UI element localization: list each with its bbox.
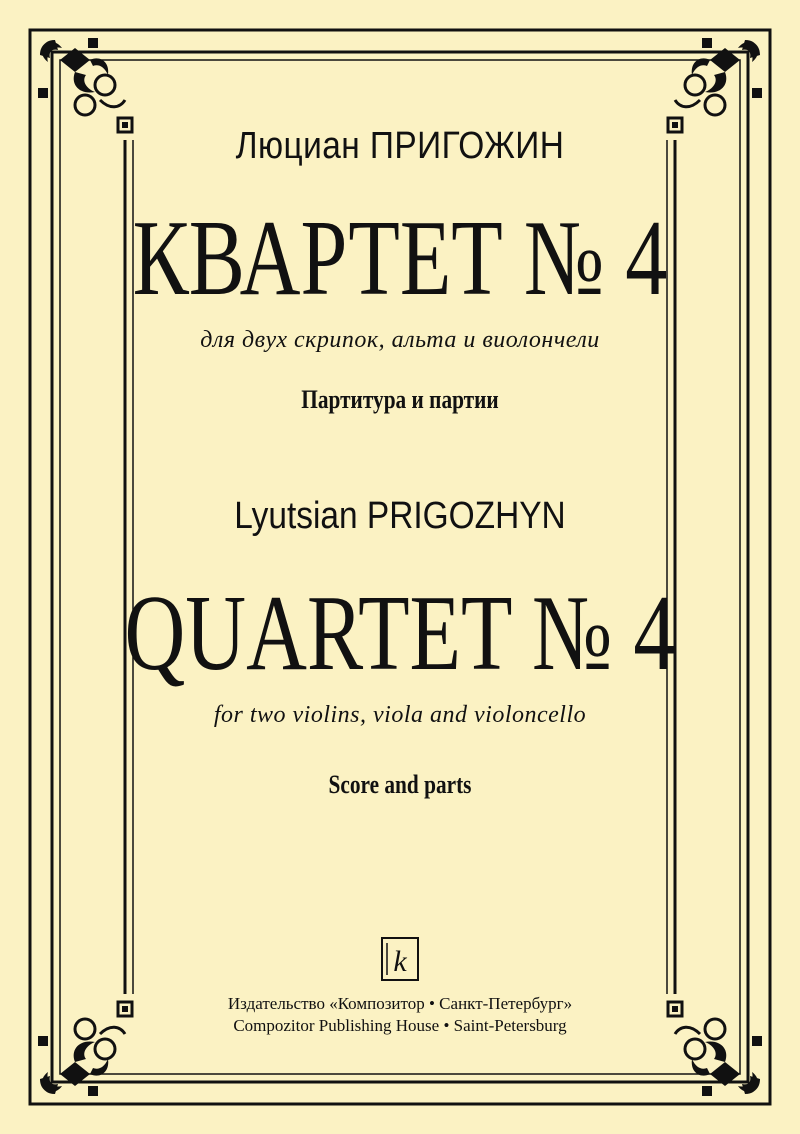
edition-type-en: Score and parts bbox=[328, 770, 472, 799]
edition-type-ru: Партитура и партии bbox=[301, 385, 499, 414]
author-name-ru: Люциан ПРИГОЖИН bbox=[235, 125, 565, 167]
instrumentation-en: for two violins, viola and violoncello bbox=[213, 702, 587, 728]
instrumentation-ru: для двух скрипок, альта и виолончели bbox=[200, 327, 600, 353]
work-title-ru: КВАРТЕТ № 4 bbox=[132, 199, 668, 318]
author-name-en: Lyutsian PRIGOZHYN bbox=[234, 495, 566, 537]
publisher-line-ru: Издательство «Композитор • Санкт-Петербург» bbox=[227, 994, 573, 1013]
svg-text:k: k bbox=[393, 945, 407, 978]
work-title-en: QUARTET № 4 bbox=[124, 574, 676, 693]
publisher-logo-icon bbox=[381, 937, 419, 981]
publisher-line-en: Compozitor Publishing House • Saint-Petersburg bbox=[233, 1016, 567, 1035]
